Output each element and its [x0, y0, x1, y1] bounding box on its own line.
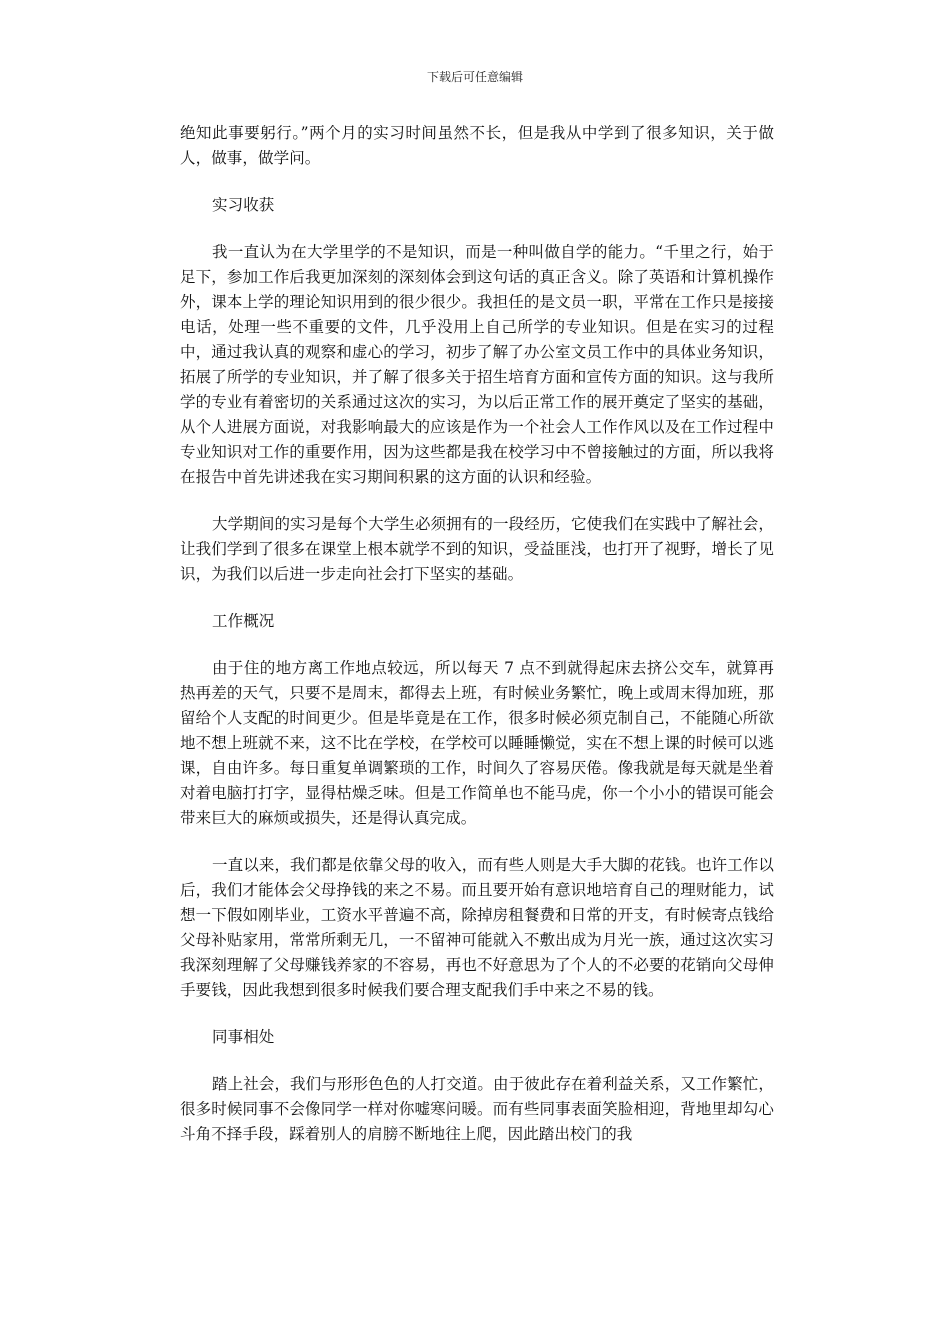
section-heading-internship-gains: 实习收获 — [212, 196, 275, 214]
paragraph-daily-commute: 由于住的地方离工作地点较远，所以每天 7 点不到就得起床去挤公交车，就算再热再差的天气，只要不是周末，都得去上班，有时候业务繁忙，晚上或周末得加班，那留给个人支配的时间更少。但是毕竟是在工作，很多时候必须克制自己，不能随心所欲地不想上班就不来，这不比在学校，在学校可以睡睡懒觉，实在不想上课的时候可以逃课，自由许多。每日重复单调繁琐的工作，时间久了容易厌倦。像我就是每天就是坐着对着电脑打打字，显得枯燥乏味。但是工作简单也不能马虎，你一个小小的错误可能会带来巨大的麻烦或损失，还是得认真完成。 — [180, 659, 774, 827]
header-label: 下载后可任意编辑 — [426, 70, 523, 84]
paragraph-continuation: 绝知此事要躬行。”两个月的实习时间虽然不长，但是我从中学到了很多知识，关于做人，做事，做学问。 — [180, 124, 774, 167]
section-heading-work-overview: 工作概况 — [212, 612, 275, 630]
paragraph-internship-experience: 大学期间的实习是每个大学生必须拥有的一段经历，它使我们在实践中了解社会，让我们学到了很多在课堂上根本就学不到的知识，受益匪浅，也打开了视野，增长了见识，为我们以后进一步走向社会打下坚实的基础。 — [180, 515, 774, 583]
paragraph-social-relations: 踏上社会，我们与形形色色的人打交道。由于彼此存在着利益关系，又工作繁忙，很多时候同事不会像同学一样对你嘘寒问暖。而有些同事表面笑脸相迎，背地里却勾心斗角不择手段，踩着别人的肩膀不断地往上爬，因此踏出校门的我 — [180, 1075, 774, 1143]
paragraph-financial-awareness: 一直以来，我们都是依靠父母的收入，而有些人则是大手大脚的花钱。也许工作以后，我们才能体会父母挣钱的来之不易。而且要开始有意识地培育自己的理财能力，试想一下假如刚毕业，工资水平普遍不高，除掉房租餐费和日常的开支，有时候寄点钱给父母补贴家用，常常所剩无几，一不留神可能就入不敷出成为月光一族，通过这次实习我深刻理解了父母赚钱养家的不容易，再也不好意思为了个人的不必要的花销向父母伸手要钱，因此我想到很多时候我们要合理支配我们手中来之不易的钱。 — [180, 856, 774, 999]
section-heading-colleagues: 同事相处 — [212, 1028, 275, 1046]
paragraph-self-learning: 我一直认为在大学里学的不是知识，而是一种叫做自学的能力。“千里之行，始于足下，参加工作后我更加深刻的深刻体会到这句话的真正含义。除了英语和计算机操作外，课本上学的理论知识用到的很少很少。我担任的是文员一职，平常在工作只是接接电话，处理一些不重要的文件，几乎没用上自己所学的专业知识。但是在实习的过程中，通过我认真的观察和虚心的学习，初步了解了办公室文员工作中的具体业务知识，拓展了所学的专业知识，并了解了很多关于招生培育方面和宣传方面的知识。这与我所学的专业有着密切的关系通过这次的实习，为以后正常工作的展开奠定了坚实的基础，从个人进展方面说，对我影响最大的应该是作为一个社会人工作作风以及在工作过程中专业知识对工作的重要作用，因为这些都是我在校学习中不曾接触过的方面，所以我将在报告中首先讲述我在实习期间积累的这方面的认识和经验。 — [180, 243, 774, 486]
page-header — [0, 68, 950, 85]
document-body — [180, 121, 774, 1169]
